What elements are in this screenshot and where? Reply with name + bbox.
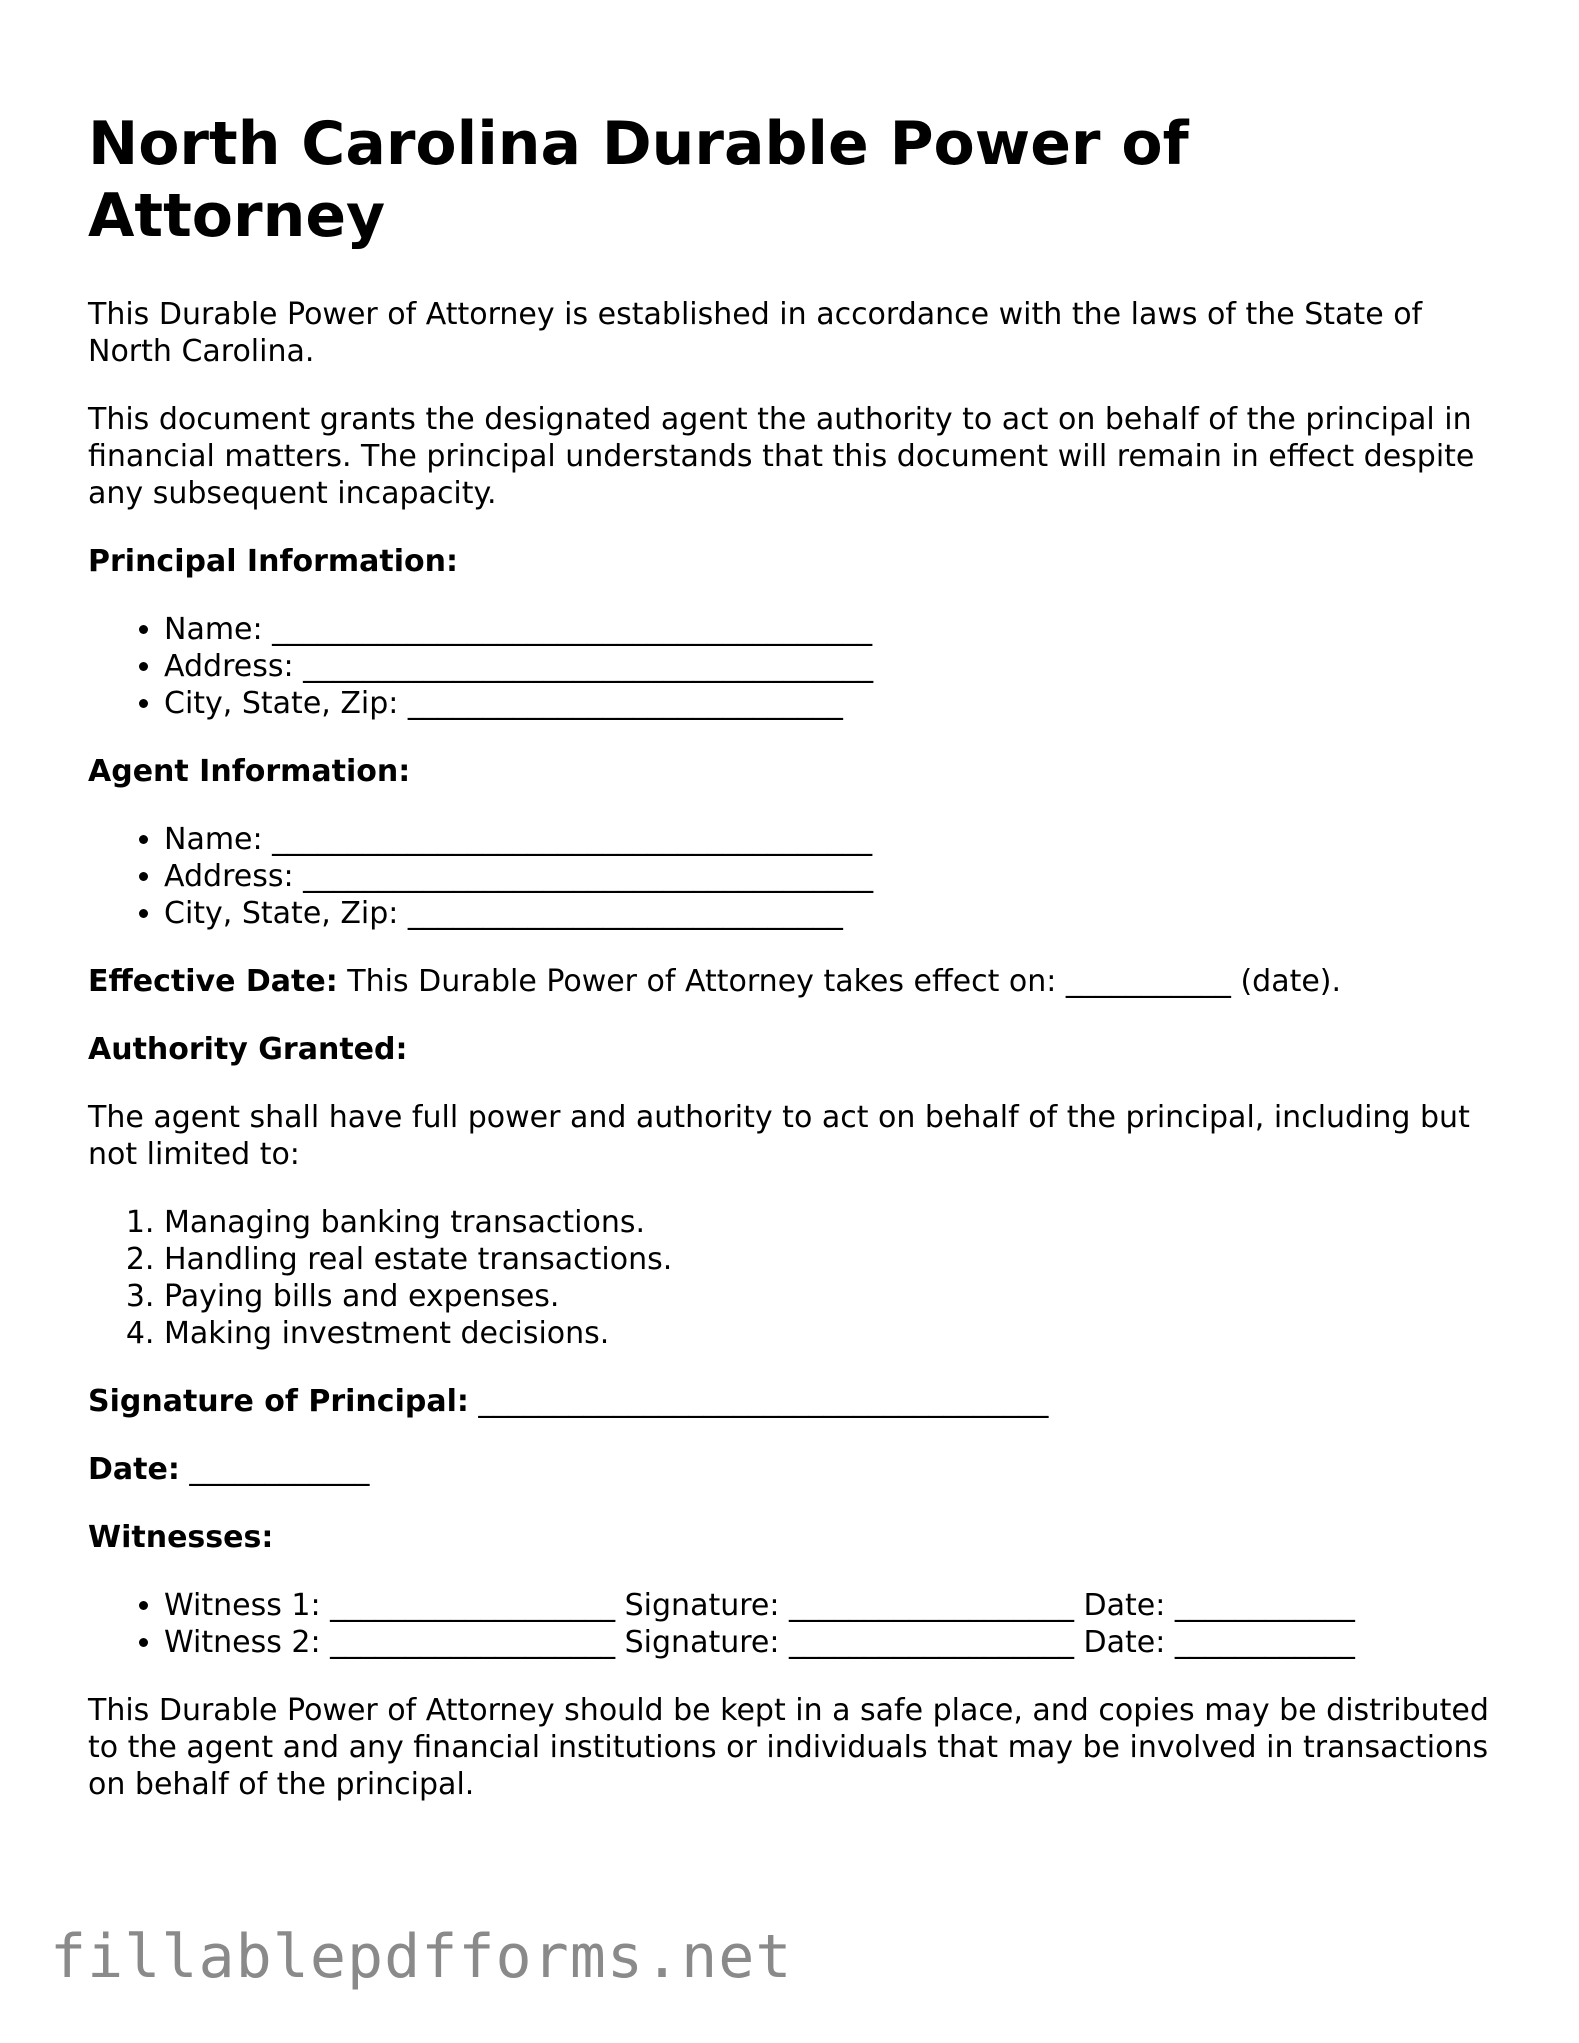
principal-city-state-zip-field[interactable]: • City, State, Zip: _____________________________	[164, 685, 1508, 722]
principal-address-field[interactable]: • Address: ______________________________________	[164, 648, 1508, 685]
signature-label: Signature of Principal:	[88, 1384, 469, 1419]
principal-heading: Principal Information:	[88, 544, 459, 579]
witness-list	[88, 1587, 1508, 1661]
document-title: North Carolina Durable Power of Attorney	[88, 109, 1189, 251]
agent-fields	[88, 821, 1508, 932]
authority-intro: The agent shall have full power and authority to act on behalf of the principal, including but not limited to:	[88, 1100, 1470, 1172]
agent-address-field[interactable]: • Address: ______________________________________	[164, 858, 1508, 895]
date-line[interactable]	[88, 1451, 1508, 1488]
agent-name-field[interactable]: • Name: ________________________________________	[164, 821, 1508, 858]
agent-heading: Agent Information:	[88, 754, 411, 789]
signature-blank: ______________________________________	[468, 1384, 1049, 1419]
witness-row-1[interactable]: • Witness 1: ___________________ Signature: ___________________ Date: ____________	[164, 1587, 1508, 1624]
authority-heading: Authority Granted:	[88, 1032, 408, 1067]
authority-item: 3. Paying bills and expenses.	[164, 1278, 1508, 1315]
effective-date-line[interactable]	[88, 963, 1508, 1000]
agent-city-state-zip-field[interactable]: • City, State, Zip: _____________________________	[164, 895, 1508, 932]
witness-row-2[interactable]: • Witness 2: ___________________ Signature: ___________________ Date: ____________	[164, 1624, 1508, 1661]
principal-name-field[interactable]: • Name: ________________________________________	[164, 611, 1508, 648]
site-watermark: fillablepdfforms.net	[50, 1922, 793, 1992]
witnesses-heading: Witnesses:	[88, 1520, 274, 1555]
effective-date-label: Effective Date:	[88, 964, 338, 999]
document-page	[88, 108, 1508, 1834]
authority-item: 4. Making investment decisions.	[164, 1315, 1508, 1352]
grant-paragraph: This document grants the designated agent the authority to act on behalf of the principal in financial matters. The principal understands that this document will remain in effect despite any subsequent incapacity.	[88, 402, 1475, 511]
closing-paragraph: This Durable Power of Attorney should be kept in a safe place, and copies may be distributed to the agent and any financial institutions or individuals that may be involved in transactions on behalf of the principal.	[88, 1693, 1489, 1802]
principal-signature-line[interactable]	[88, 1383, 1508, 1420]
date-blank: ____________	[179, 1452, 370, 1487]
authority-item: 2. Handling real estate transactions.	[164, 1241, 1508, 1278]
principal-fields	[88, 611, 1508, 722]
authority-item: 1. Managing banking transactions.	[164, 1204, 1508, 1241]
intro-paragraph: This Durable Power of Attorney is established in accordance with the laws of the State of North Carolina.	[88, 297, 1423, 369]
date-label: Date:	[88, 1452, 180, 1487]
effective-date-text: This Durable Power of Attorney takes effect on: ___________ (date).	[337, 964, 1342, 999]
authority-list	[88, 1204, 1508, 1352]
